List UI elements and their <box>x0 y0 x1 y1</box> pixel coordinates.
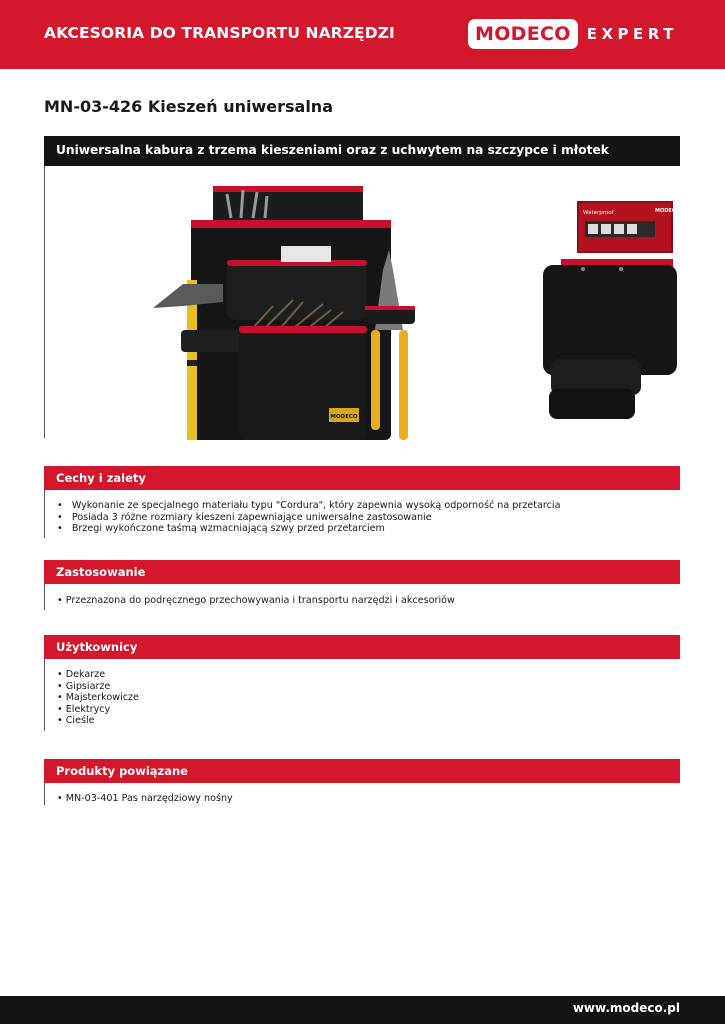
list-item: • Przeznazona do podręcznego przechowywania i transportu narzędzi i akcesoriów <box>57 595 455 606</box>
website-link[interactable]: www.modeco.pl <box>572 1001 680 1015</box>
product-title: MN-03-426 Kieszeń uniwersalna <box>44 97 333 116</box>
related-list <box>57 793 233 805</box>
features-heading-bar <box>44 466 680 490</box>
top-banner <box>0 0 725 69</box>
product-photos <box>44 166 680 438</box>
list-item: • MN-03-401 Pas narzędziowy nośny <box>57 793 233 804</box>
modeco-expert-logo <box>468 19 678 49</box>
application-heading: Zastosowanie <box>56 565 146 579</box>
list-item: • Brzegi wykończone taśmą wzmacniającą szwy przed przetarciem <box>57 523 385 535</box>
product-subtitle-bar <box>44 136 680 166</box>
application-section <box>44 584 680 610</box>
logo-suffix: EXPERT <box>586 25 678 43</box>
related-heading: Produkty powiązane <box>56 764 188 778</box>
list-item: • Gipsiarze <box>57 680 111 692</box>
features-list <box>57 500 560 535</box>
list-item: • Elektrycy <box>57 703 111 715</box>
list-item: • Dekarze <box>57 669 106 680</box>
users-list <box>57 669 139 727</box>
users-heading: Użytkownicy <box>56 640 138 654</box>
package-label-text: Waterproof <box>583 210 614 216</box>
product-subtitle: Uniwersalna kabura z trzema kieszeniami oraz z uchwytem na szczypce i młotek <box>56 143 609 157</box>
list-item: • Majsterkowicze <box>57 692 139 704</box>
package-brand-text: MODECO <box>655 208 680 214</box>
pouch-label-text: MODECO <box>330 414 358 420</box>
packaged-pouch-photo <box>541 199 681 424</box>
related-heading-bar <box>44 759 680 783</box>
application-heading-bar <box>44 560 680 584</box>
tool-pouch-photo <box>153 180 425 440</box>
users-section <box>44 659 680 731</box>
application-list <box>57 595 455 607</box>
list-item: • Posiada 3 różne rozmiary kieszeni zapewniające uniwersalne zastosowanie <box>57 511 432 523</box>
related-section <box>44 783 680 805</box>
footer-bar <box>0 996 725 1024</box>
logo-brand: MODECO <box>468 19 578 49</box>
category-title: AKCESORIA DO TRANSPORTU NARZĘDZI <box>44 24 395 42</box>
list-item: • Wykonanie ze specjalnego materiału typu "Cordura", który zapewnia wysoką odporność na przetarcia <box>57 500 561 511</box>
features-section <box>44 490 680 538</box>
features-heading: Cechy i zalety <box>56 471 146 485</box>
users-heading-bar <box>44 635 680 659</box>
list-item: • Cieśle <box>57 715 95 727</box>
